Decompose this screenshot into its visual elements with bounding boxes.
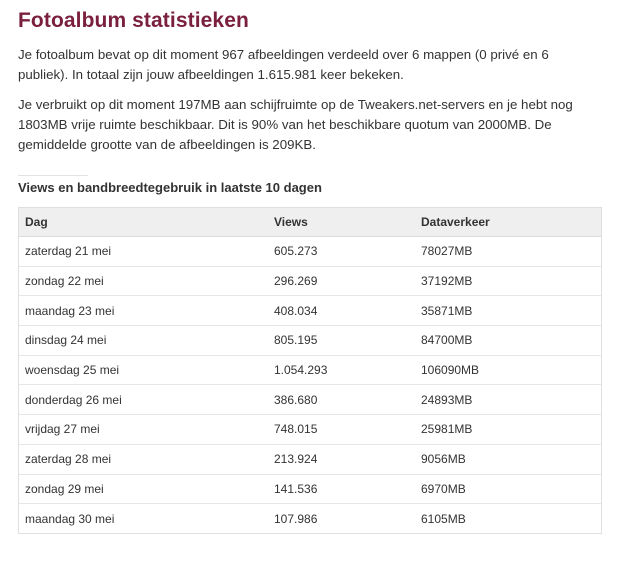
column-header-views: Views <box>268 208 415 237</box>
cell-traffic: 106090MB <box>415 355 601 385</box>
page <box>18 8 602 534</box>
cell-day: maandag 30 mei <box>25 511 115 526</box>
cell-traffic: 37192MB <box>415 266 601 296</box>
cell-views: 213.924 <box>268 444 415 474</box>
cell-views: 805.195 <box>268 326 415 356</box>
table-row <box>19 385 601 415</box>
cell-views: 605.273 <box>268 237 415 267</box>
cell-views: 107.986 <box>274 511 318 526</box>
cell-traffic: 78027MB <box>415 237 601 267</box>
cell-day: woensdag 25 mei <box>19 355 268 385</box>
table-row <box>19 474 601 504</box>
cell-traffic: 35871MB <box>415 296 601 326</box>
cell-traffic: 25981MB <box>415 415 601 445</box>
cell-day: zaterdag 21 mei <box>19 237 268 267</box>
cell-traffic: 9056MB <box>415 444 601 474</box>
cell-views: 296.269 <box>268 266 415 296</box>
table-row <box>19 296 601 326</box>
cell-day: zondag 22 mei <box>19 266 268 296</box>
section-divider <box>18 175 88 176</box>
cell-views: 1.054.293 <box>268 355 415 385</box>
page-title: Fotoalbum statistieken <box>18 9 249 32</box>
storage-summary-text: Je verbruikt op dit moment 197MB aan schijfruimte op de Tweakers.net-servers en je hebt nog 1803MB vrije ruimte beschikbaar. Dit is 90% van het beschikbare quotum van 2000MB. De gemiddelde grootte van de afbeeldingen is 209KB. <box>18 97 573 152</box>
stats-table <box>19 208 601 533</box>
table-row <box>19 237 601 267</box>
cell-views: 408.034 <box>268 296 415 326</box>
column-header-day: Dag <box>19 208 268 237</box>
cell-views: 386.680 <box>268 385 415 415</box>
cell-traffic: 84700MB <box>415 326 601 356</box>
stats-heading: Views en bandbreedtegebruik in laatste 10 dagen <box>18 180 322 195</box>
cell-day: maandag 23 mei <box>19 296 268 326</box>
table-row <box>19 504 601 533</box>
cell-traffic: 24893MB <box>415 385 601 415</box>
cell-traffic: 6970MB <box>415 474 601 504</box>
cell-day: zondag 29 mei <box>19 474 268 504</box>
cell-views: 748.015 <box>268 415 415 445</box>
cell-day: donderdag 26 mei <box>19 385 268 415</box>
table-row <box>19 415 601 445</box>
table-row <box>19 326 601 356</box>
cell-day: zaterdag 28 mei <box>19 444 268 474</box>
table-row <box>19 444 601 474</box>
table-row <box>19 355 601 385</box>
album-summary-text: Je fotoalbum bevat op dit moment 967 afbeeldingen verdeeld over 6 mappen (0 privé en 6 publiek). In totaal zijn jouw afbeeldingen 1.615.981 keer bekeken. <box>18 47 549 82</box>
cell-views: 141.536 <box>268 474 415 504</box>
stats-table-container <box>18 207 602 534</box>
cell-day: vrijdag 27 mei <box>19 415 268 445</box>
table-row <box>19 266 601 296</box>
cell-day: dinsdag 24 mei <box>19 326 268 356</box>
table-header-row <box>19 208 601 237</box>
cell-traffic: 6105MB <box>421 511 466 526</box>
column-header-traffic: Dataverkeer <box>415 208 601 237</box>
